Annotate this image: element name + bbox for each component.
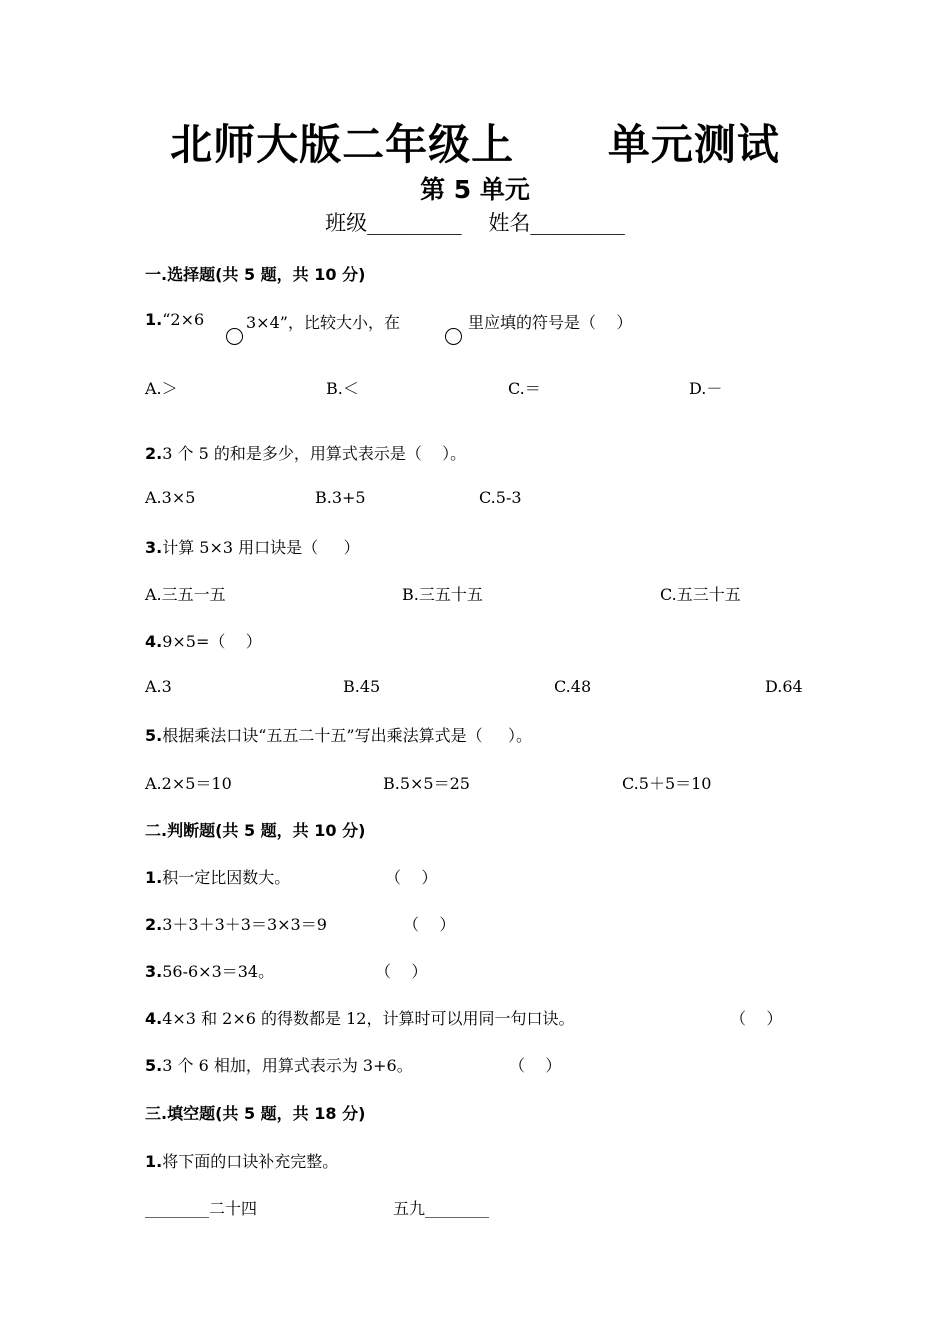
question-text: 积一定比因数大。 xyxy=(162,868,291,887)
question-text: 将下面的口诀补充完整。 xyxy=(162,1152,339,1171)
question-number: 3. xyxy=(145,538,163,557)
section-heading-fill: 三.填空题(共 5 题，共 18 分) xyxy=(145,1104,366,1123)
question-number: 1. xyxy=(145,868,163,887)
option-b: B.5×5＝25 xyxy=(383,774,470,793)
fill-question-1 xyxy=(145,1149,338,1172)
compare-circle-icon xyxy=(226,328,243,345)
judgement-1 xyxy=(145,865,290,888)
fill-blank-1: ________二十四 xyxy=(145,1199,258,1218)
answer-parentheses: （ ） xyxy=(403,915,456,934)
question-text: 56-6×3＝34。 xyxy=(162,962,275,981)
question-text: 4×3 和 2×6 的得数都是 12，计算时可以用同一句口诀。 xyxy=(162,1009,575,1028)
page-title: 北师大版二年级上 单元测试 xyxy=(170,120,780,169)
option-d: D.64 xyxy=(765,677,803,696)
question-4 xyxy=(145,629,262,652)
class-name-line: 班级_________ 姓名_________ xyxy=(325,211,625,235)
question-number: 4. xyxy=(145,632,163,651)
option-c: C.5＋5＝10 xyxy=(622,774,712,793)
answer-parentheses: （ ） xyxy=(509,1056,562,1075)
question-2 xyxy=(145,441,466,464)
option-c: C.五三十五 xyxy=(660,585,741,604)
question-text-part3: 里应填的符号是（ ） xyxy=(468,313,633,332)
question-number: 1. xyxy=(145,1152,163,1171)
judgement-4 xyxy=(145,1006,574,1029)
question-3 xyxy=(145,535,360,558)
judgement-3 xyxy=(145,959,274,982)
answer-parentheses: （ ） xyxy=(730,1009,783,1028)
option-a: A.3×5 xyxy=(145,488,196,507)
option-c: C.5-3 xyxy=(479,488,522,507)
option-b: B.三五十五 xyxy=(402,585,483,604)
question-number: 2. xyxy=(145,915,163,934)
option-b: B.3+5 xyxy=(315,488,366,507)
question-5 xyxy=(145,723,532,746)
fill-blank-2: 五九________ xyxy=(393,1199,490,1218)
question-number: 1. xyxy=(145,310,163,329)
question-text: 计算 5×3 用口诀是（ ） xyxy=(162,538,360,557)
section-heading-choice: 一.选择题(共 5 题，共 10 分) xyxy=(145,265,366,284)
question-number: 5. xyxy=(145,1056,163,1075)
option-c: C.＝ xyxy=(508,379,541,398)
compare-circle-icon xyxy=(445,328,462,345)
question-number: 5. xyxy=(145,726,163,745)
question-text: 根据乘法口诀“五五二十五”写出乘法算式是（ ）。 xyxy=(162,726,533,745)
question-text: 3 个 5 的和是多少，用算式表示是（ ）。 xyxy=(162,444,467,463)
question-text-part2: 3×4”，比较大小，在 xyxy=(246,313,400,332)
question-text: 3＋3＋3＋3＝3×3＝9 xyxy=(162,915,327,934)
judgement-2 xyxy=(145,912,327,935)
question-text: 3 个 6 相加，用算式表示为 3+6。 xyxy=(162,1056,413,1075)
judgement-5 xyxy=(145,1053,413,1076)
question-number: 2. xyxy=(145,444,163,463)
question-number: 4. xyxy=(145,1009,163,1028)
answer-parentheses: （ ） xyxy=(385,868,438,887)
option-b: B.＜ xyxy=(326,379,359,398)
option-d: D.－ xyxy=(689,379,723,398)
question-1 xyxy=(145,310,204,329)
option-b: B.45 xyxy=(343,677,381,696)
section-heading-judgement: 二.判断题(共 5 题，共 10 分) xyxy=(145,821,366,840)
unit-subtitle: 第 5 单元 xyxy=(420,175,530,204)
option-a: A.2×5＝10 xyxy=(145,774,232,793)
option-c: C.48 xyxy=(554,677,592,696)
answer-parentheses: （ ） xyxy=(375,962,428,981)
option-a: A.＞ xyxy=(145,379,178,398)
question-number: 3. xyxy=(145,962,163,981)
option-a: A.3 xyxy=(145,677,172,696)
option-a: A.三五一五 xyxy=(145,585,226,604)
question-text-part1: “2×6 xyxy=(162,310,205,329)
question-text: 9×5=（ ） xyxy=(162,632,262,651)
